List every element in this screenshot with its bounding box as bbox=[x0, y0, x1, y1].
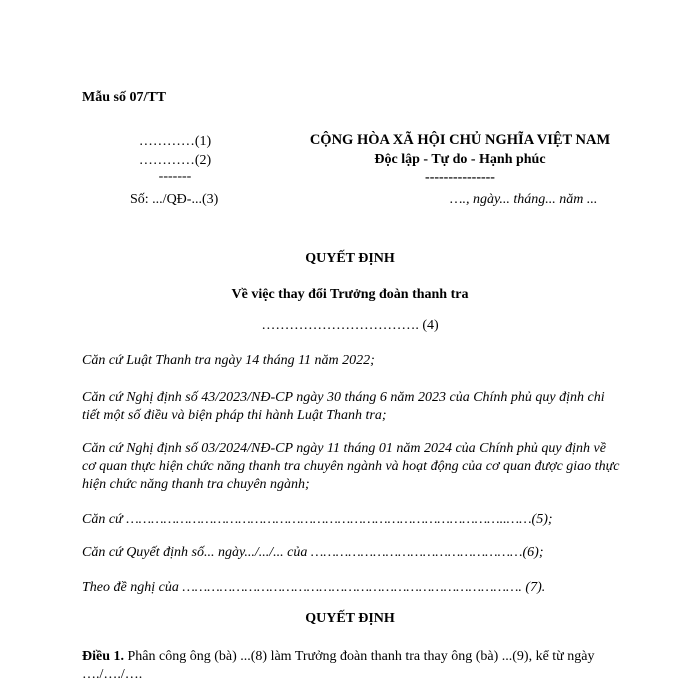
legal-basis-5: Căn cứ Quyết định số... ngày.../.../... của ……………………………………………(6); bbox=[82, 545, 544, 560]
form-code: Mẫu số 07/TT bbox=[82, 90, 167, 105]
legal-basis-4: Căn cứ ………………………………………………………………………………..……(5); bbox=[82, 512, 553, 527]
legal-basis-1: Căn cứ Luật Thanh tra ngày 14 tháng 11 năm 2022; bbox=[82, 353, 375, 368]
article-1 bbox=[82, 648, 622, 684]
document-title: QUYẾT ĐỊNH bbox=[305, 251, 395, 266]
proposal-line: Theo đề nghị của ………………………………………………………………………. (7). bbox=[82, 580, 546, 595]
national-header bbox=[285, 130, 635, 186]
issuer-rule: ------- bbox=[158, 169, 192, 184]
place-date: …., ngày... tháng... năm ... bbox=[450, 192, 598, 207]
document-subject: Về việc thay đổi Trưởng đoàn thanh tra bbox=[231, 287, 469, 302]
issuer-line-2: …………(2) bbox=[138, 153, 212, 168]
article-1-text: Phân công ông (bà) ...(8) làm Trưởng đoàn thanh tra thay ông (bà) ...(9), kể từ ngày …./…./…. bbox=[82, 649, 595, 682]
issuing-authority: ……………………………. (4) bbox=[261, 318, 439, 333]
legal-basis-2: Căn cứ Nghị định số 43/2023/NĐ-CP ngày 30 tháng 6 năm 2023 của Chính phủ quy định chi tiết một số điều và biện pháp thi hành Luật Thanh tra; bbox=[82, 390, 605, 423]
nation-motto: Độc lập - Tự do - Hạnh phúc bbox=[374, 152, 546, 167]
decision-heading: QUYẾT ĐỊNH bbox=[305, 611, 395, 626]
article-1-label: Điều 1. bbox=[82, 649, 124, 664]
nation-rule: --------------- bbox=[425, 170, 495, 185]
nation-title: CỘNG HÒA XÃ HỘI CHỦ NGHĨA VIỆT NAM bbox=[309, 132, 611, 148]
issuer-line-1: …………(1) bbox=[138, 134, 212, 149]
legal-basis-3: Căn cứ Nghị định số 03/2024/NĐ-CP ngày 11 tháng 01 năm 2024 của Chính phủ quy định về cơ quan thực hiện chức năng thanh tra chuyên ngành và hoạt động của cơ quan được giao thực hiện chức năng thanh tra chuyên ngành; bbox=[82, 441, 620, 492]
document-number: Số: .../QĐ-...(3) bbox=[130, 192, 219, 207]
issuer-block bbox=[110, 132, 240, 184]
